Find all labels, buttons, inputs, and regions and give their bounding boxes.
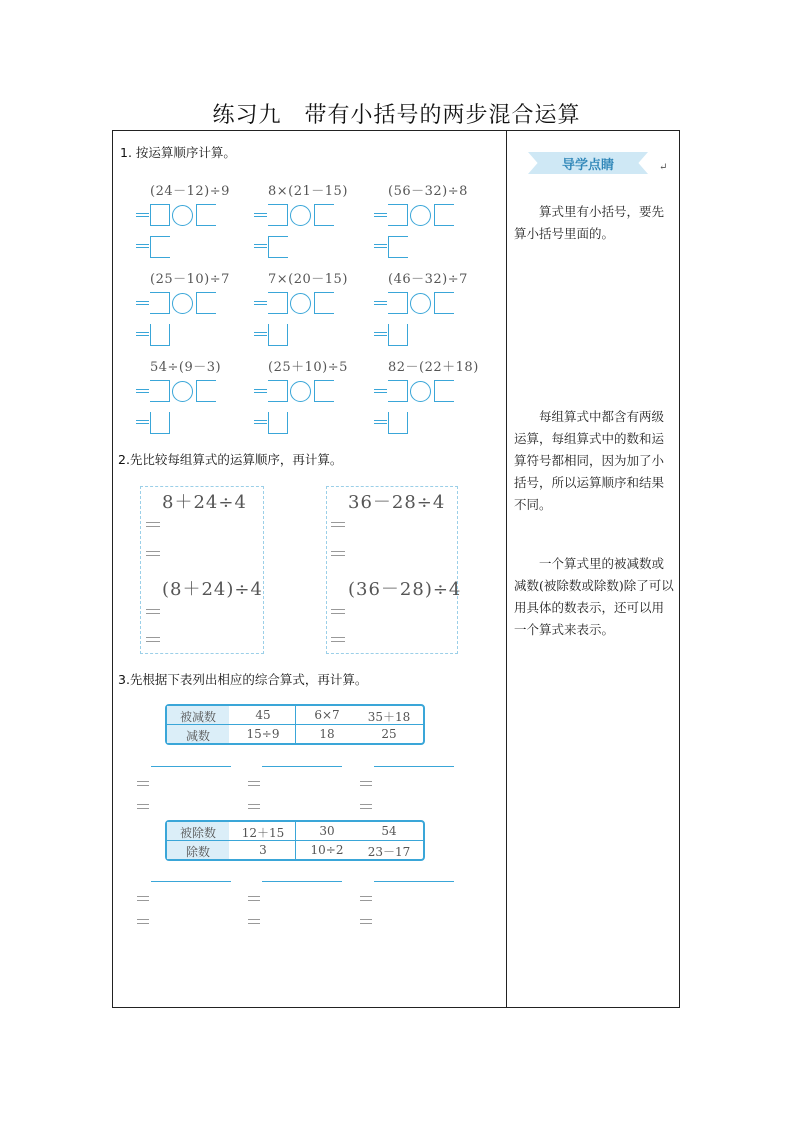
answer-box[interactable]	[388, 236, 408, 258]
equals-sign	[146, 551, 160, 556]
answer-line[interactable]	[262, 766, 342, 767]
equals-sign	[137, 896, 149, 901]
table-row-label: 被减数	[179, 710, 216, 724]
compare-right-top: 36－28÷4	[348, 492, 446, 513]
guide-badge-label: 导学点睛	[561, 158, 614, 173]
equals-sign	[248, 804, 260, 809]
compare-right-bottom: (36－28)÷4	[348, 579, 462, 600]
equals-sign	[137, 919, 149, 924]
expression: (46－32)÷7	[388, 272, 468, 287]
table-cell: 3	[259, 843, 267, 857]
equals-sign	[374, 420, 387, 424]
expression: (25＋10)÷5	[268, 360, 348, 375]
answer-box[interactable]	[388, 204, 408, 226]
operator-circle[interactable]	[290, 293, 311, 314]
answer-box[interactable]	[196, 204, 216, 226]
operator-circle[interactable]	[410, 205, 431, 226]
equals-sign	[146, 522, 160, 527]
equals-sign	[136, 244, 149, 248]
compare-left-bottom: (8＋24)÷4	[162, 579, 263, 600]
answer-box[interactable]	[434, 292, 454, 314]
answer-box[interactable]	[314, 380, 334, 402]
sidebar-note-3: 一个算式里的被减数或减数(被除数或除数)除了可以用具体的数表示，还可以用一个算式来表示。	[514, 556, 674, 637]
table-cell: 35＋18	[367, 710, 411, 724]
table-cell: 25	[381, 727, 397, 741]
equals-sign	[360, 781, 372, 786]
answer-box[interactable]	[150, 412, 170, 434]
table-division	[165, 820, 425, 861]
answer-box[interactable]	[314, 292, 334, 314]
answer-box[interactable]	[434, 380, 454, 402]
expression: (56－32)÷8	[388, 184, 468, 199]
expression: 8×(21－15)	[268, 184, 348, 199]
table-cell: 54	[381, 824, 397, 838]
equals-sign	[136, 389, 149, 393]
expression: (24－12)÷9	[150, 184, 230, 199]
operator-circle[interactable]	[172, 293, 193, 314]
equals-sign	[248, 919, 260, 924]
equals-sign	[360, 919, 372, 924]
equals-sign	[331, 609, 345, 614]
equals-sign	[374, 213, 387, 217]
answer-box[interactable]	[268, 204, 288, 226]
answer-line[interactable]	[262, 881, 342, 882]
answer-box[interactable]	[196, 380, 216, 402]
table-cell: 15÷9	[246, 727, 280, 741]
answer-box[interactable]	[268, 324, 288, 346]
equals-sign	[331, 551, 345, 556]
table-cell: 12＋15	[241, 826, 285, 840]
equals-sign	[360, 804, 372, 809]
equals-sign	[331, 637, 345, 642]
answer-box[interactable]	[314, 204, 334, 226]
answer-box[interactable]	[150, 236, 170, 258]
equals-sign	[254, 332, 267, 336]
equals-sign	[374, 244, 387, 248]
table-cell: 18	[319, 727, 335, 741]
answer-box[interactable]	[150, 380, 170, 402]
answer-box[interactable]	[434, 204, 454, 226]
table-cell: 10÷2	[310, 843, 344, 857]
equals-sign	[146, 637, 160, 642]
answer-line[interactable]	[374, 881, 454, 882]
equals-sign	[136, 332, 149, 336]
table-cell: 6×7	[314, 708, 340, 722]
answer-line[interactable]	[374, 766, 454, 767]
answer-box[interactable]	[268, 380, 288, 402]
expression: 7×(20－15)	[268, 272, 348, 287]
expression: 82－(22＋18)	[388, 360, 479, 375]
equals-sign	[374, 301, 387, 305]
equals-sign	[137, 804, 149, 809]
sidebar-note-1: 算式里有小括号，要先算小括号里面的。	[514, 204, 665, 241]
equals-sign	[248, 781, 260, 786]
equals-sign	[136, 301, 149, 305]
equals-sign	[374, 332, 387, 336]
compare-left-top: 8＋24÷4	[162, 492, 247, 513]
operator-circle[interactable]	[172, 205, 193, 226]
answer-box[interactable]	[388, 292, 408, 314]
table-row-label: 被除数	[179, 826, 216, 840]
sidebar-note-2: 每组算式中都含有两级运算，每组算式中的数和运算符号都相同，因为加了小括号，所以运算顺序和结果不同。	[514, 409, 665, 512]
answer-box[interactable]	[388, 380, 408, 402]
equals-sign	[254, 420, 267, 424]
answer-box[interactable]	[150, 204, 170, 226]
paragraph-mark-icon: ↵	[659, 162, 668, 173]
expression: 54÷(9－3)	[150, 360, 222, 375]
equals-sign	[331, 522, 345, 527]
table-cell: 30	[319, 824, 335, 838]
operator-circle[interactable]	[410, 293, 431, 314]
answer-box[interactable]	[150, 292, 170, 314]
answer-box[interactable]	[268, 236, 288, 258]
table-subtraction	[165, 704, 425, 745]
answer-box[interactable]	[268, 412, 288, 434]
answer-box[interactable]	[196, 292, 216, 314]
equals-sign	[137, 781, 149, 786]
answer-box[interactable]	[268, 292, 288, 314]
equals-sign	[136, 213, 149, 217]
section1-heading: 1. 按运算顺序计算。	[120, 145, 236, 160]
table-row-label: 除数	[185, 845, 210, 859]
equals-sign	[254, 301, 267, 305]
answer-box[interactable]	[388, 412, 408, 434]
equals-sign	[254, 213, 267, 217]
operator-circle[interactable]	[172, 381, 193, 402]
section3-heading: 3.先根据下表列出相应的综合算式，再计算。	[118, 672, 368, 687]
section2-heading: 2.先比较每组算式的运算顺序，再计算。	[118, 452, 343, 467]
equals-sign	[136, 420, 149, 424]
operator-circle[interactable]	[290, 205, 311, 226]
equals-sign	[374, 389, 387, 393]
table-row-label: 减数	[185, 729, 210, 743]
operator-circle[interactable]	[410, 381, 431, 402]
equals-sign	[248, 896, 260, 901]
equals-sign	[146, 609, 160, 614]
equals-sign	[254, 244, 267, 248]
answer-box[interactable]	[388, 324, 408, 346]
expression: (25－10)÷7	[150, 272, 230, 287]
answer-box[interactable]	[150, 324, 170, 346]
column-divider	[506, 130, 507, 1008]
table-cell: 23－17	[367, 845, 411, 859]
page-title: 练习九 带有小括号的两步混合运算	[212, 103, 581, 128]
table-cell: 45	[255, 708, 271, 722]
answer-line[interactable]	[151, 766, 231, 767]
equals-sign	[360, 896, 372, 901]
equals-sign	[254, 389, 267, 393]
operator-circle[interactable]	[290, 381, 311, 402]
answer-line[interactable]	[151, 881, 231, 882]
